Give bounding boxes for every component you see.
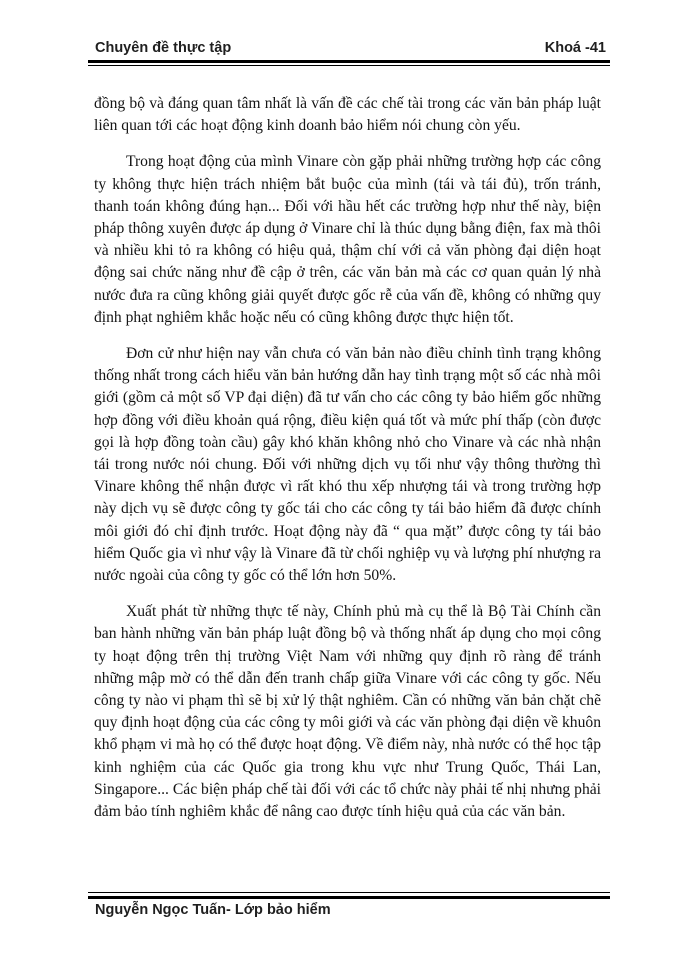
- page-header: [95, 38, 606, 60]
- header-title: Chuyên đề thực tập: [95, 40, 232, 56]
- paragraph-3: Đơn cử như hiện nay vẫn chưa có văn bản nào điều chỉnh tình trạng không thống nhất trong cách hiểu văn bản hướng dẫn hay tình trạng một số các nhà môi giới (gồm cả một số VP đại diện) đã tư vấn cho các công ty bảo hiểm gốc những hợp đồng với điều khoản quá rộng, điều kiện quá tốt và mức phí thấp (còn được gọi là hợp đồng toàn cầu) gây khó khăn không nhỏ cho Vinare và các nhà nhận tái trong nước nói chung. Đối với những dịch vụ tối như vậy thông thường thì Vinare không thể nhận được vì rất khó thu xếp nhượng tái và trong trường hợp này dịch vụ sẽ được công ty gốc tái cho các công ty tái bảo hiểm đã được chính môi giới đó chỉ định trước. Hoạt động này đã “ qua mặt” được công ty tái bảo hiểm Quốc gia vì như vậy là Vinare đã từ chối nghiệp vụ và lượng phí nhượng ra nước ngoài của công ty gốc có thể lớn hơn 50%.: [94, 345, 601, 585]
- page-footer: [95, 902, 331, 918]
- header-rule-thin: [88, 65, 610, 66]
- header-rule-thick: [88, 60, 610, 63]
- footer-rule-thick: [88, 896, 610, 899]
- body-text: [94, 93, 601, 837]
- paragraph-2: Trong hoạt động của mình Vinare còn gặp phải những trường hợp các công ty không thực hiện trách nhiệm bắt buộc của mình (tái và tái đủ), trốn tránh, thanh toán không đúng hạn... Đối với hầu hết các trường hợp như thế này, biện pháp thông xuyên được áp dụng ở Vinare chỉ là thúc dụng bằng điện, fax mà thôi và nhiều khi tỏ ra không có hiệu quả, thậm chí với cả văn phòng đại diện hoạt động sai chức năng như đề cập ở trên, các văn bản mà các cơ quan quản lý nhà nước đưa ra cũng không giải quyết được gốc rễ của vấn đề, không có những quy định phạt nghiêm khắc hoặc nếu có cũng không được thực hiện tốt.: [94, 153, 601, 326]
- header-course: Khoá -41: [544, 40, 606, 56]
- paragraph-1: đồng bộ và đáng quan tâm nhất là vấn đề các chế tài trong các văn bản pháp luật liên quan tới các hoạt động kinh doanh bảo hiểm nói chung còn yếu.: [94, 95, 601, 135]
- footer-author: Nguyễn Ngọc Tuấn- Lớp bảo hiểm: [95, 902, 331, 918]
- paragraph-4: Xuất phát từ những thực tế này, Chính phủ mà cụ thể là Bộ Tài Chính cần ban hành những văn bản pháp luật đồng bộ và thống nhất áp dụng cho mọi công ty hoạt động trên thị trường Việt Nam với những quy định rõ ràng để tránh những mập mờ có thể dẫn đến tranh chấp giữa Vinare với các công ty gốc. Nếu công ty nào vi phạm thì sẽ bị xử lý thật nghiêm. Cần có những văn bản chặt chẽ quy định hoạt động của các công ty môi giới và các văn phòng đại diện về khuôn khổ phạm vi mà họ có thể được hoạt động. Về điểm này, nhà nước có thể học tập kinh nghiệm của các Quốc gia trong khu vực như Trung Quốc, Thái Lan, Singapore... Các biện pháp chế tài đối với các tổ chức này phải tế nhị nhưng phải đảm bảo tính nghiêm khắc để nâng cao được tính hiệu quả của các văn bản.: [94, 603, 601, 821]
- footer-rule-thin: [88, 892, 610, 893]
